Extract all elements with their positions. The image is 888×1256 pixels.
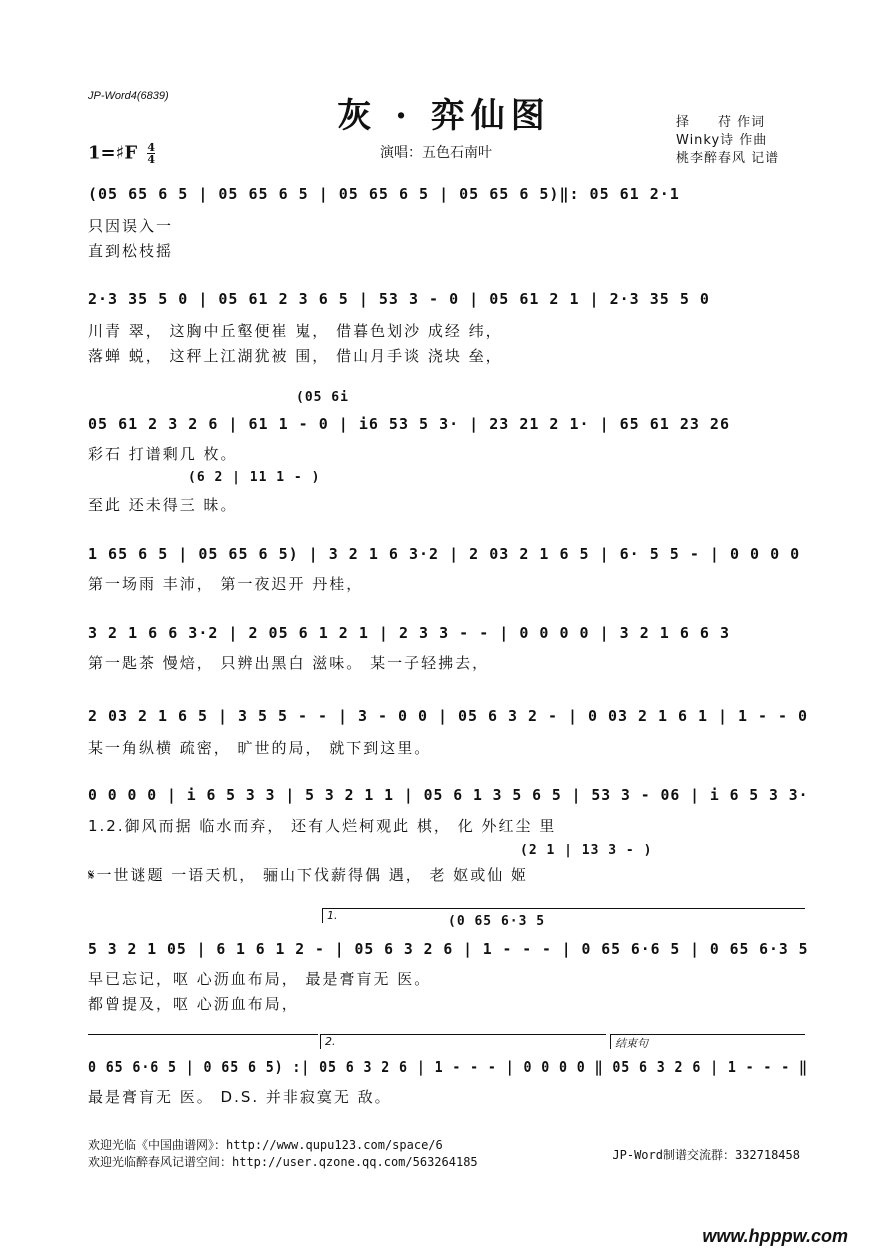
watermark-site: www.hpppw.com: [702, 1226, 848, 1246]
lyricist-credit: 择 苻 作词: [676, 115, 766, 130]
score-row-5-notes: 3 2 1 6 6 3·2 | 2 05 6 1 2 1 | 2 3 3 - - | 0 0 0 0 | 3 2 1 6 6 3: [88, 624, 730, 642]
footer-link-qupu: 欢迎光临《中国曲谱网》：http://www.qupu123.com/space/6: [88, 1138, 443, 1152]
score-row-8-lyric-1: 早已忘记，呕 心沥血布局， 最是膏肓无 医。: [88, 970, 432, 988]
first-ending-label: 1.: [327, 909, 338, 922]
score-row-7-alt-notes: (2 1 | 13 3 - ): [520, 843, 653, 858]
score-row-2-lyric-1: 川青 翠， 这胸中丘壑便崔 嵬， 借暮色划沙 成经 纬，: [88, 322, 503, 340]
score-row-1-notes: (05 65 6 5 | 05 65 6 5 | 05 65 6 5 | 05 65 6 5)‖: 05 61 2·1: [88, 185, 680, 203]
score-row-2-lyric-2: 落蝉 蜕， 这秤上江湖犹被 围， 借山月手谈 浇块 垒，: [88, 347, 503, 365]
time-denominator: 4: [147, 153, 156, 166]
time-signature: [147, 142, 155, 165]
score-row-5-lyric-1: 第一匙茶 慢焙， 只辨出黑白 滋味。 某一子轻拂去，: [88, 654, 490, 672]
coda-label: 结束句: [615, 1037, 648, 1050]
score-row-2-notes: 2·3 35 5 0 | 05 61 2 3 6 5 | 53 3 - 0 | 05 61 2 1 | 2·3 35 5 0: [88, 290, 710, 308]
score-row-4-notes: 1 65 6 5 | 05 65 6 5) | 3 2 1 6 3·2 | 2 03 2 1 6 5 | 6· 5 5 - | 0 0 0 0: [88, 545, 801, 563]
transcriber-credit: 桃李醉春风 记谱: [676, 151, 780, 166]
song-title: 灰 · 弈仙图: [337, 96, 551, 136]
score-row-3-alt-notes: (6 2 | 11 1 - ): [188, 470, 321, 485]
score-row-7-lyric-1: 1.2.御风而据 临水而弃， 还有人烂柯观此 棋， 化 外红尘 里: [88, 817, 557, 835]
coda-bracket: [610, 1034, 805, 1049]
key-signature: [88, 142, 155, 165]
score-row-7-lyric-2: 𝄋一世谜题 一语天机， 骊山下伐薪得偶 遇， 老 妪或仙 姬: [88, 866, 529, 884]
time-numerator: 4: [147, 141, 156, 154]
first-ending-bracket: [322, 908, 805, 923]
score-row-3-upper-notes: (05 6i: [296, 390, 349, 405]
score-row-4-lyric-1: 第一场雨 丰沛， 第一夜迟开 丹桂，: [88, 575, 364, 593]
score-row-1-lyric-2: 直到松枝摇: [88, 242, 174, 260]
first-ending-continuation: [88, 1034, 318, 1035]
score-row-7-notes: 0 0 0 0 | i 6 5 3 3 | 5 3 2 1 1 | 05 6 1 3 5 6 5 | 53 3 - 06 | i 6 5 3 3·: [88, 786, 809, 804]
key-label: 1=♯F: [88, 142, 138, 164]
footer-link-qzone: 欢迎光临醉春风记谱空间：http://user.qzone.qq.com/563264185: [88, 1155, 478, 1169]
credits-block: [676, 114, 779, 168]
composer-credit: Winky诗 作曲: [676, 133, 768, 148]
score-row-9-lyric-1: 最是膏肓无 医。 D.S. 并非寂寞无 敌。: [88, 1088, 392, 1106]
footer-links: [88, 1137, 478, 1171]
second-ending-label: 2.: [325, 1035, 336, 1048]
score-row-6-lyric-1: 某一角纵横 疏密， 旷世的局， 就下到这里。: [88, 739, 432, 757]
software-tag: JP-Word4(6839): [88, 90, 169, 102]
score-row-6-notes: 2 03 2 1 6 5 | 3 5 5 - - | 3 - 0 0 | 05 6 3 2 - | 0 03 2 1 6 1 | 1 - - 0: [88, 707, 809, 725]
score-row-3-lyric-2: 至此 还未得三 昧。: [88, 496, 238, 514]
score-row-8-notes: 5 3 2 1 05 | 6 1 6 1 2 - | 05 6 3 2 6 | 1 - - - | 0 65 6·6 5 | 0 65 6·3 5: [88, 940, 809, 958]
score-row-3-notes: 05 61 2 3 2 6 | 61 1 - 0 | i6 53 5 3· | 23 21 2 1· | 65 61 23 26: [88, 415, 730, 433]
singer-credit: 演唱：五色石南叶: [380, 145, 492, 161]
score-row-1-lyric-1: 只因误入一: [88, 217, 174, 235]
score-row-3-lyric-1: 彩石 打谱剩几 枚。: [88, 445, 238, 463]
second-ending-bracket: [320, 1034, 606, 1049]
score-row-8-lyric-2: 都曾提及，呕 心沥血布局，: [88, 995, 299, 1013]
score-row-8-upper-notes: (0 65 6·3 5: [448, 914, 546, 929]
score-row-9-notes: 0 65 6·6 5 | 0 65 6 5) :| 05 6 3 2 6 | 1 - - - | 0 0 0 0 ‖ 05 6 3 2 6 | 1 - - - ‖: [88, 1058, 808, 1076]
footer-group-number: JP-Word制谱交流群：332718458: [612, 1148, 800, 1162]
